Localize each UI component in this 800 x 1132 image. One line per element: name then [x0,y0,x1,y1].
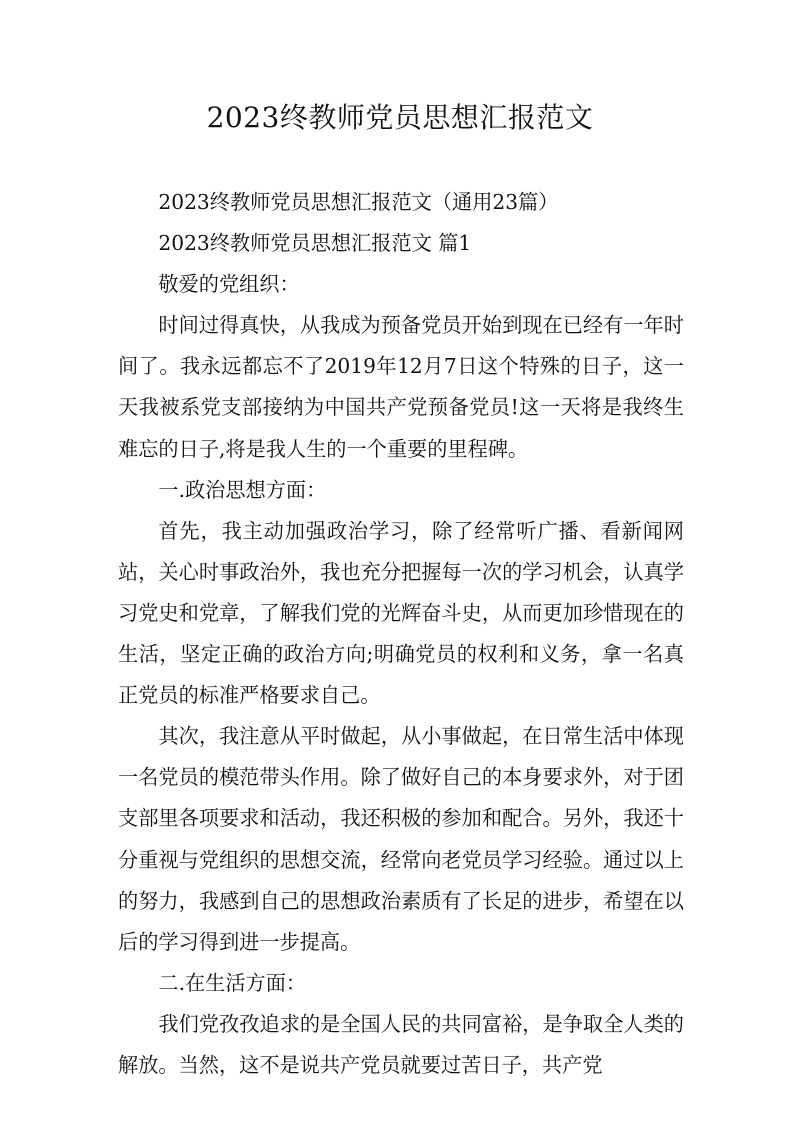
body-paragraph: 首先，我主动加强政治学习，除了经常听广播、看新闻网站，关心时事政治外，我也充分把握每一次的学习机会，认真学习党史和党章，了解我们党的光辉奋斗史，从而更加珍惜现在的生活，坚定正确的政治方向;明确党员的权利和义务，拿一名真正党员的标准严格要求自己。 [118,518,684,708]
salutation: 敬爱的党组织： [158,272,300,297]
section-heading: 2023终教师党员思想汇报范文 篇1 [158,231,472,256]
body-paragraph: 其次，我注意从平时做起，从小事做起，在日常生活中体现一名党员的模范带头作用。除了做好自己的本身要求外，对于团支部里各项要求和活动，我还积极的参加和配合。另外，我还十分重视与党组织的思想交流，经常向老党员学习经验。通过以上的努力，我感到自己的思想政治素质有了长足的进步，希望在以后的学习得到进一步提高。 [118,724,684,954]
section-heading: 二.在生活方面： [158,970,307,995]
body-paragraph: 我们党孜孜追求的是全国人民的共同富裕，是争取全人类的解放。当然，这不是说共产党员就要过苦日子，共产党 [118,1011,684,1077]
body-paragraph: 时间过得真快，从我成为预备党员开始到现在已经有一年时间了。我永远都忘不了2019年12月7日这个特殊的日子，这一天我被系党支部接纳为中国共产党预备党员!这一天将是我终生难忘的日子,将是我人生的一个重要的里程碑。 [118,313,684,461]
section-heading: 一.政治思想方面： [158,477,327,502]
document-body [118,182,684,1086]
subtitle-paragraph: 2023终教师党员思想汇报范文（通用23篇） [158,190,559,214]
document-title: 2023终教师党员思想汇报范文 [206,101,594,134]
